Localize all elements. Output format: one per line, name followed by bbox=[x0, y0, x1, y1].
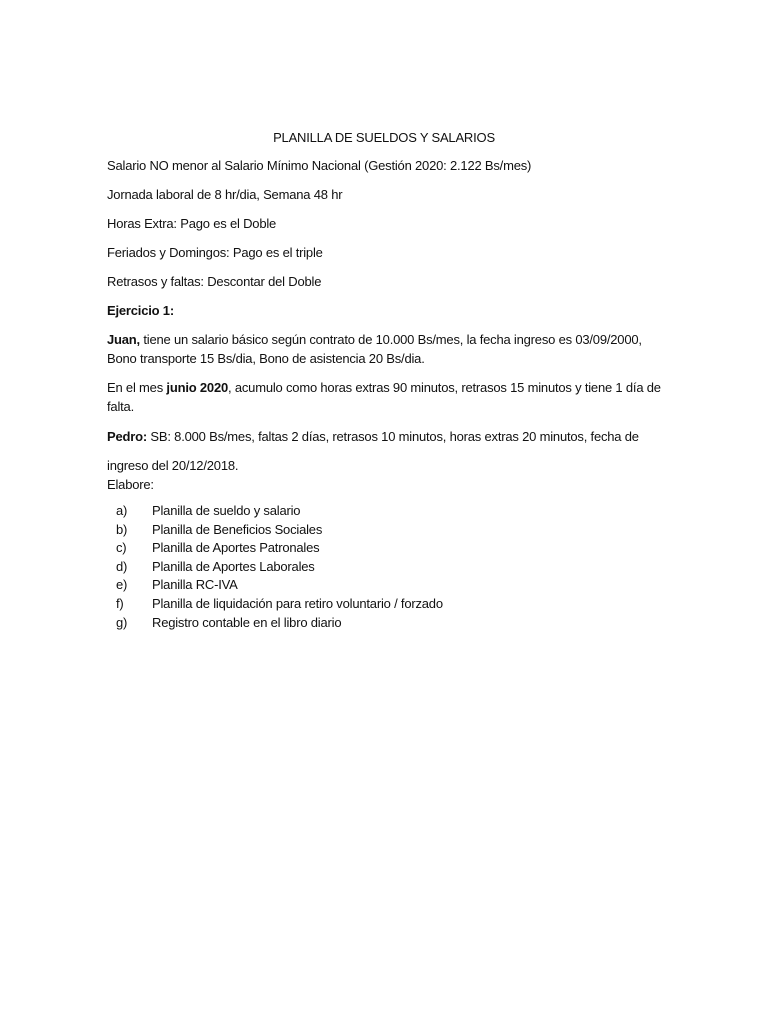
list-marker: d) bbox=[116, 558, 128, 574]
pedro-continuation: ingreso del 20/12/2018. bbox=[107, 458, 239, 473]
rule-overtime: Horas Extra: Pago es el Doble bbox=[107, 216, 277, 231]
list-item-label: Planilla de sueldo y salario bbox=[152, 503, 301, 518]
elabore-label: Elabore: bbox=[107, 477, 154, 492]
list-item-label: Planilla de liquidación para retiro voluntario / forzado bbox=[152, 595, 443, 611]
list-item bbox=[116, 614, 443, 633]
list-marker: a) bbox=[116, 503, 128, 518]
rule-holidays: Feriados y Domingos: Pago es el triple bbox=[107, 245, 323, 260]
juan-details: tiene un salario básico según contrato de 10.000 Bs/mes, la fecha ingreso es 03/09/2000, Bono transporte 15 Bs/dia, Bono de asistencia 20 Bs/dia. bbox=[107, 332, 642, 366]
list-marker: f) bbox=[116, 595, 124, 611]
exercise-heading-text: Ejercicio 1: bbox=[107, 303, 174, 318]
month-paragraph bbox=[107, 378, 667, 416]
rule-delays: Retrasos y faltas: Descontar del Doble bbox=[107, 274, 322, 289]
juan-paragraph bbox=[107, 330, 667, 368]
task-list bbox=[116, 502, 443, 632]
month-suffix: , acumulo como horas extras 90 minutos, retrasos 15 minutos y tiene 1 día de falta. bbox=[107, 380, 661, 414]
pedro-paragraph bbox=[107, 427, 667, 446]
list-item-label: Planilla RC-IVA bbox=[152, 577, 238, 593]
list-item bbox=[116, 521, 443, 540]
list-item bbox=[116, 539, 443, 558]
document-title: PLANILLA DE SUELDOS Y SALARIOS bbox=[273, 130, 495, 145]
list-marker: c) bbox=[116, 540, 127, 556]
list-marker: e) bbox=[116, 577, 128, 593]
list-item bbox=[116, 502, 443, 521]
list-marker: g) bbox=[116, 614, 128, 630]
exercise-heading bbox=[107, 301, 667, 320]
list-item bbox=[116, 595, 443, 614]
list-marker: b) bbox=[116, 521, 128, 537]
list-item bbox=[116, 576, 443, 595]
rule-minimum-wage: Salario NO menor al Salario Mínimo Nacional (Gestión 2020: 2.122 Bs/mes) bbox=[107, 158, 532, 173]
list-item bbox=[116, 558, 443, 577]
list-item-label: Registro contable en el libro diario bbox=[152, 614, 342, 630]
juan-name: Juan, bbox=[107, 332, 140, 347]
pedro-details: SB: 8.000 Bs/mes, faltas 2 días, retrasos 10 minutos, horas extras 20 minutos, fecha de bbox=[146, 429, 639, 444]
list-item-label: Planilla de Beneficios Sociales bbox=[152, 521, 323, 537]
month-prefix: En el mes bbox=[107, 380, 167, 395]
month-bold: junio 2020 bbox=[166, 380, 229, 395]
rule-work-hours: Jornada laboral de 8 hr/dia, Semana 48 hr bbox=[107, 187, 343, 202]
list-item-label: Planilla de Aportes Patronales bbox=[152, 540, 320, 556]
list-item-label: Planilla de Aportes Laborales bbox=[152, 558, 315, 574]
pedro-name: Pedro: bbox=[107, 429, 147, 444]
